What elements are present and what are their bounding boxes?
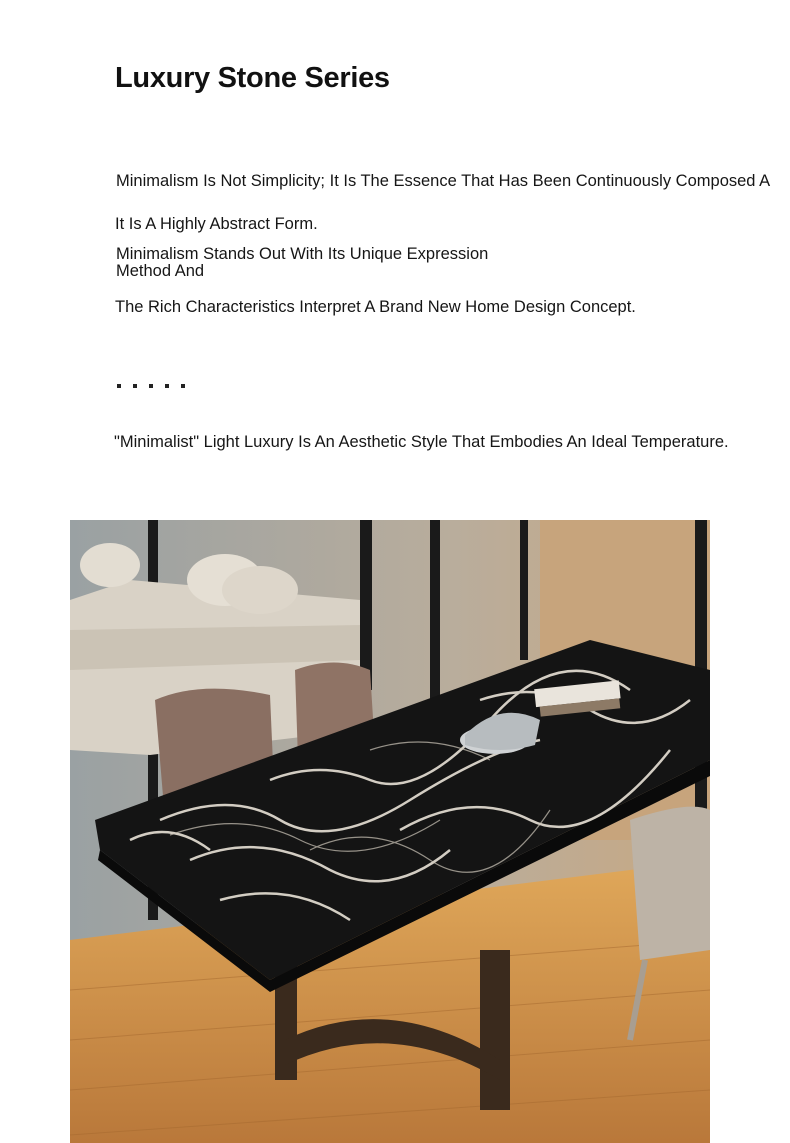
- separator-dot: [117, 384, 121, 388]
- page-title: Luxury Stone Series: [115, 62, 390, 94]
- separator-dot: [181, 384, 185, 388]
- separator-dot: [165, 384, 169, 388]
- intro-line-2: It Is A Highly Abstract Form.: [115, 215, 318, 233]
- separator-dot: [133, 384, 137, 388]
- intro-line-3a: Minimalism Stands Out With Its Unique Expression: [116, 245, 489, 263]
- dot-separator: [117, 384, 185, 388]
- separator-dot: [149, 384, 153, 388]
- intro-line-1: Minimalism Is Not Simplicity; It Is The Essence That Has Been Continuously Composed A: [116, 172, 771, 190]
- marble-table-illustration: [70, 520, 710, 1143]
- intro-line-4: The Rich Characteristics Interpret A Brand New Home Design Concept.: [115, 298, 636, 316]
- product-photo: [70, 520, 710, 1143]
- intro-line-3b: Method And: [116, 262, 205, 280]
- tagline: "Minimalist" Light Luxury Is An Aesthetic Style That Embodies An Ideal Temperature.: [114, 433, 729, 451]
- intro-line-3: [116, 246, 488, 280]
